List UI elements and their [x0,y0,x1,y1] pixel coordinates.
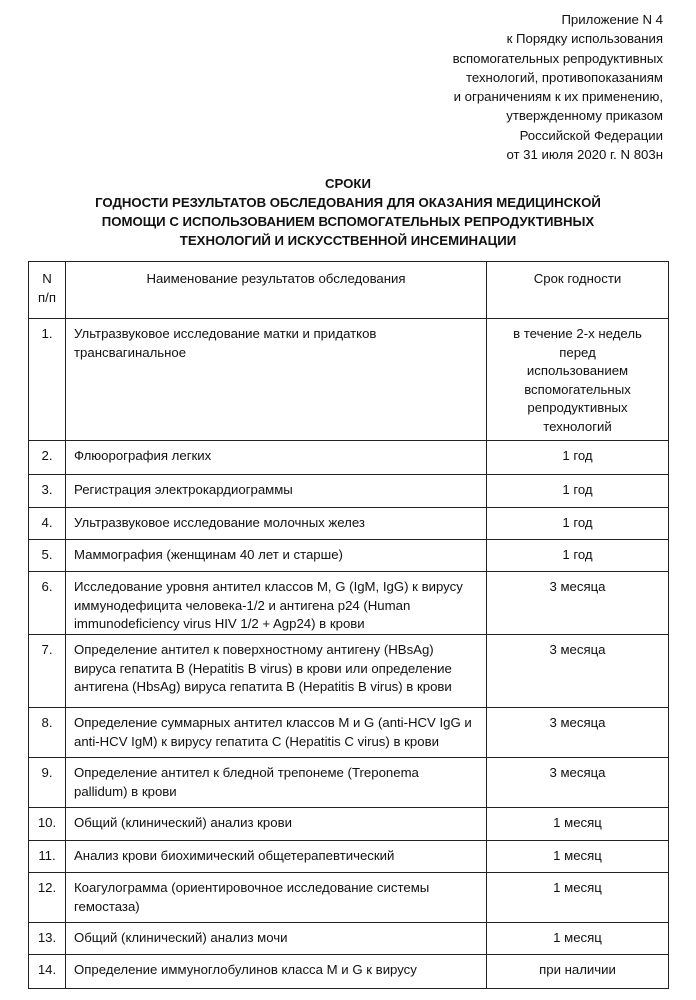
header-num [29,262,66,319]
header-name [66,262,487,319]
validity-term-line: в течение 2-х недель [513,326,642,341]
appendix-header [363,10,663,164]
row-number: 3. [41,482,53,497]
row-number: 12. [37,880,57,895]
row-number: 4. [41,515,53,530]
appendix-line: к Порядку использования [506,31,663,47]
validity-term-cell [487,708,669,758]
table-row [29,508,669,540]
examination-name-line: трансвагинальное [74,344,187,360]
row-number-cell [29,635,66,708]
row-number-cell [29,708,66,758]
examination-name-cell [66,319,487,441]
table-header-row [29,262,669,319]
examination-name-cell [66,841,487,873]
examination-name-cell [66,508,487,540]
title-line: ПОМОЩИ С ИСПОЛЬЗОВАНИЕМ ВСПОМОГАТЕЛЬНЫХ РЕПРОДУКТИВНЫХ [101,214,595,229]
row-number-cell [29,873,66,923]
examination-name-line: гемостаза) [74,898,140,914]
table-row [29,475,669,508]
validity-term-line: репродуктивных [527,400,628,415]
row-number: 8. [41,715,53,730]
validity-term-line: 1 месяц [553,930,602,945]
validity-term-line: при наличии [539,962,616,977]
examination-name-cell [66,923,487,955]
examination-name-line: Определение антител к поверхностному антигену (HBsAg) [74,642,434,657]
validity-term-cell [487,873,669,923]
title-line: СРОКИ [325,176,371,191]
appendix-line: Российской Федерации [519,127,663,143]
header-num-line: п/п [38,289,56,305]
validity-term-cell [487,540,669,572]
row-number-cell [29,758,66,808]
examination-name-line: Ультразвуковое исследование молочных желез [74,515,365,530]
appendix-line: технологий, противопоказаниям [466,69,663,85]
table-row [29,540,669,572]
examination-name-line: Определение иммуноглобулинов класса M и G к вирусу [74,962,417,977]
document-title [40,174,656,250]
appendix-line: утвержденному приказом [506,108,663,124]
row-number-cell [29,540,66,572]
examination-name-cell [66,441,487,475]
validity-term-cell [487,758,669,808]
examination-name-line: immunodeficiency virus HIV 1/2 + Agp24) в крови [74,616,365,631]
validity-term-cell [487,572,669,635]
examination-name-line: Ультразвуковое исследование матки и придатков [74,326,377,341]
row-number: 11. [38,848,56,863]
table-row [29,808,669,841]
table-row [29,758,669,808]
table-row [29,319,669,441]
validity-term-line: 1 год [562,448,593,463]
examination-name-line: Маммография (женщинам 40 лет и старше) [74,547,343,562]
appendix-line: Приложение N 4 [561,12,663,27]
row-number: 10. [37,815,57,830]
examination-name-line: Регистрация электрокардиограммы [74,482,293,497]
row-number-cell [29,475,66,508]
row-number-cell [29,441,66,475]
examination-name-line: Определение суммарных антител классов M и G (anti-HCV IgG и [74,715,472,730]
row-number-cell [29,508,66,540]
examination-name-cell [66,955,487,989]
examination-name-cell [66,635,487,708]
validity-term-line: вспомогательных [524,381,631,397]
row-number: 14. [37,962,57,977]
row-number-cell [29,923,66,955]
table-row [29,572,669,635]
validity-term-cell [487,319,669,441]
row-number-cell [29,808,66,841]
examination-name-line: вируса гепатита B (Hepatitis B virus) в крови или определение [74,660,452,676]
examination-name-cell [66,540,487,572]
validity-term-line: 3 месяца [549,579,606,594]
row-number: 2. [41,448,53,463]
examination-name-line: anti-HCV IgM) к вирусу гепатита C (Hepatitis C virus) в крови [74,733,439,749]
row-number: 1. [41,326,53,341]
header-term-text: Срок годности [533,271,622,286]
examination-name-line: антигена (HbsAg) вируса гепатита B (Hepatitis B virus) в крови [74,679,452,694]
examination-name-cell [66,572,487,635]
appendix-line: вспомогательных репродуктивных [452,50,663,66]
validity-term-line: 1 год [562,482,593,497]
examination-name-cell [66,475,487,508]
appendix-line: и ограничениям к их применению, [453,89,663,105]
examination-name-line: Общий (клинический) анализ крови [74,815,292,830]
examination-name-line: Коагулограмма (ориентировочное исследование системы [74,880,430,895]
header-term [487,262,669,319]
examination-name-line: иммунодефицита человека-1/2 и антигена p24 (Human [74,597,411,613]
row-number-cell [29,841,66,873]
validity-term-line: 1 год [562,547,593,562]
row-number: 6. [41,579,53,594]
examination-name-line: Анализ крови биохимический общетерапевтический [74,848,395,863]
validity-term-line: технологий [543,418,612,434]
table-row [29,635,669,708]
row-number: 9. [41,765,53,780]
examination-name-cell [66,708,487,758]
table-row [29,955,669,989]
header-name-text: Наименование результатов обследования [146,271,406,286]
examination-name-line: Общий (клинический) анализ мочи [74,930,288,945]
table-row [29,841,669,873]
results-validity-table [28,261,669,989]
examination-name-cell [66,873,487,923]
table-row [29,923,669,955]
examination-name-line: Исследование уровня антител классов M, G (IgM, IgG) к вирусу [74,579,463,594]
table-row [29,441,669,475]
validity-term-cell [487,508,669,540]
validity-term-line: 3 месяца [549,642,606,657]
validity-term-cell [487,923,669,955]
examination-name-line: pallidum) в крови [74,783,177,799]
title-line: ТЕХНОЛОГИЙ И ИСКУССТВЕННОЙ ИНСЕМИНАЦИИ [179,233,517,248]
validity-term-line: 1 месяц [553,848,602,863]
validity-term-line: 3 месяца [549,715,606,730]
table-row [29,708,669,758]
table-row [29,873,669,923]
examination-name-cell [66,758,487,808]
validity-term-cell [487,475,669,508]
validity-term-line: использованием [526,363,629,378]
header-num-line: N [42,271,52,286]
validity-term-line: 1 месяц [553,880,602,895]
validity-term-line: 1 месяц [553,815,602,830]
validity-term-cell [487,955,669,989]
appendix-line: от 31 июля 2020 г. N 803н [506,147,663,163]
validity-term-line: 1 год [562,515,593,530]
title-line: ГОДНОСТИ РЕЗУЛЬТАТОВ ОБСЛЕДОВАНИЯ ДЛЯ ОКАЗАНИЯ МЕДИЦИНСКОЙ [95,195,601,210]
row-number: 7. [41,642,53,657]
examination-name-line: Флюорография легких [74,448,212,463]
validity-term-line: 3 месяца [549,765,606,780]
examination-name-line: Определение антител к бледной трепонеме (Treponema [74,765,419,780]
row-number-cell [29,572,66,635]
examination-name-cell [66,808,487,841]
validity-term-cell [487,841,669,873]
row-number-cell [29,319,66,441]
row-number: 5. [41,547,53,562]
validity-term-line: перед [559,344,596,360]
validity-term-cell [487,441,669,475]
row-number-cell [29,955,66,989]
row-number: 13. [37,930,57,945]
validity-term-cell [487,635,669,708]
validity-term-cell [487,808,669,841]
